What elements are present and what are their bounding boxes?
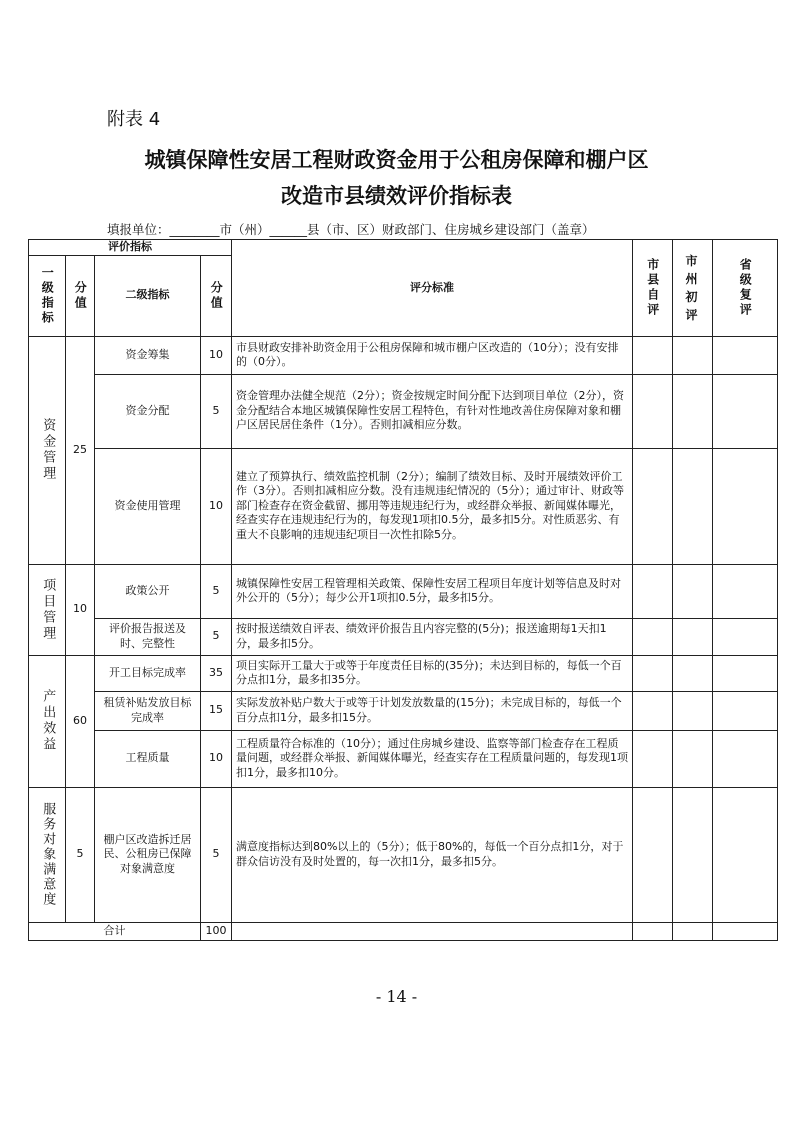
- level2-cell: 资金筹集: [95, 336, 201, 374]
- header-eval-index: 评价指标: [29, 240, 232, 256]
- city-self-cell: [633, 374, 673, 448]
- table-row: [29, 564, 778, 618]
- filling-unit-line: 填报单位：________市（州）______县（市、区）财政部门、住房城乡建设部门（盖章）: [107, 222, 595, 237]
- pref-initial-cell: [673, 691, 713, 730]
- prov-review-cell: [713, 787, 778, 922]
- table-row: [29, 730, 778, 787]
- city-self-cell: [633, 787, 673, 922]
- total-label: 合计: [29, 922, 201, 940]
- prov-review-cell: [713, 655, 778, 691]
- document-title-line1: 城镇保障性安居工程财政资金用于公租房保障和棚户区: [144, 148, 649, 172]
- header-prov-review: 省级复评: [713, 240, 778, 337]
- header-pref-initial: 市州初评: [673, 240, 713, 337]
- criteria-cell: 满意度指标达到80%以上的（5分）；低于80%的，每低一个百分点扣1分，对于群众信访没有及时处置的，每一次扣1分，最多扣5分。: [232, 787, 633, 922]
- city-self-cell: [633, 922, 673, 940]
- pref-initial-cell: [673, 564, 713, 618]
- prov-review-cell: [713, 448, 778, 564]
- prov-review-cell: [713, 374, 778, 448]
- score-cell: 10: [201, 336, 232, 374]
- category-cell: 资金管理: [29, 336, 66, 564]
- pref-initial-cell: [673, 787, 713, 922]
- category-score: 5: [66, 787, 95, 922]
- level2-cell: 开工目标完成率: [95, 655, 201, 691]
- level2-cell: 评价报告报送及时、完整性: [95, 618, 201, 655]
- table-row: [29, 374, 778, 448]
- prov-review-cell: [713, 564, 778, 618]
- city-self-cell: [633, 730, 673, 787]
- page-number: - 14 -: [375, 987, 418, 1006]
- evaluation-index-table: [28, 239, 778, 941]
- score-cell: 10: [201, 448, 232, 564]
- level2-cell: 政策公开: [95, 564, 201, 618]
- level2-cell: 棚户区改造拆迁居民、公租房已保障对象满意度: [95, 787, 201, 922]
- prov-review-cell: [713, 336, 778, 374]
- header-level2: 二级指标: [95, 255, 201, 336]
- category-score: 10: [66, 564, 95, 655]
- pref-initial-cell: [673, 374, 713, 448]
- prov-review-cell: [713, 618, 778, 655]
- table-row: [29, 618, 778, 655]
- criteria-cell: 按时报送绩效自评表、绩效评价报告且内容完整的(5分)；报送逾期每1天扣1分，最多扣5分。: [232, 618, 633, 655]
- prov-review-cell: [713, 730, 778, 787]
- level2-cell: 资金分配: [95, 374, 201, 448]
- table-row: [29, 655, 778, 691]
- total-score: 100: [201, 922, 232, 940]
- category-cell: 项目管理: [29, 564, 66, 655]
- header-city-self: 市县自评: [633, 240, 673, 337]
- city-self-cell: [633, 336, 673, 374]
- criteria-cell: 城镇保障性安居工程管理相关政策、保障性安居工程项目年度计划等信息及时对外公开的（5分）；每少公开1项扣0.5分，最多扣5分。: [232, 564, 633, 618]
- score-cell: 5: [201, 787, 232, 922]
- table-row: [29, 336, 778, 374]
- prov-review-cell: [713, 691, 778, 730]
- criteria-cell: 资金管理办法健全规范（2分）；资金按规定时间分配下达到项目单位（2分），资金分配结合本地区城镇保障性安居工程特色，有针对性地改善住房保障对象和棚户区居民居住条件（1分）。否则扣减相应分数。: [232, 374, 633, 448]
- category-cell: 产出效益: [29, 655, 66, 787]
- prov-review-cell: [713, 922, 778, 940]
- category-cell: 服务对象满意度: [29, 787, 66, 922]
- level2-cell: 工程质量: [95, 730, 201, 787]
- city-self-cell: [633, 448, 673, 564]
- total-row: [29, 922, 778, 940]
- pref-initial-cell: [673, 922, 713, 940]
- criteria-cell: 实际发放补贴户数大于或等于计划发放数量的(15分)；未完成目标的，每低一个百分点扣1分，最多扣15分。: [232, 691, 633, 730]
- document-title-line2: 改造市县绩效评价指标表: [281, 184, 512, 208]
- score-cell: 35: [201, 655, 232, 691]
- criteria-cell: 项目实际开工量大于或等于年度责任目标的(35分)；未达到目标的，每低一个百分点扣1分，最多扣35分。: [232, 655, 633, 691]
- level2-cell: 资金使用管理: [95, 448, 201, 564]
- criteria-cell: 工程质量符合标准的（10分）；通过住房城乡建设、监察等部门检查存在工程质量问题，或经群众举报、新闻媒体曝光，经查实存在工程质量问题的，每发现1项扣1分，最多扣10分。: [232, 730, 633, 787]
- header-score1: 分值: [66, 255, 95, 336]
- table-row: [29, 691, 778, 730]
- header-level1: 一级指标: [29, 255, 66, 336]
- level2-cell: 租赁补贴发放目标完成率: [95, 691, 201, 730]
- city-self-cell: [633, 691, 673, 730]
- score-cell: 5: [201, 618, 232, 655]
- pref-initial-cell: [673, 448, 713, 564]
- category-score: 60: [66, 655, 95, 787]
- city-self-cell: [633, 618, 673, 655]
- header-row-1: [29, 240, 778, 256]
- header-score2: 分值: [201, 255, 232, 336]
- pref-initial-cell: [673, 618, 713, 655]
- appendix-label: 附表 4: [107, 109, 161, 130]
- header-criteria: 评分标准: [232, 240, 633, 337]
- pref-initial-cell: [673, 655, 713, 691]
- city-self-cell: [633, 655, 673, 691]
- score-cell: 5: [201, 374, 232, 448]
- criteria-cell: 市县财政安排补助资金用于公租房保障和城市棚户区改造的（10分）；没有安排的（0分）。: [232, 336, 633, 374]
- city-self-cell: [633, 564, 673, 618]
- pref-initial-cell: [673, 730, 713, 787]
- total-criteria-cell: [232, 922, 633, 940]
- table-row: [29, 448, 778, 564]
- table-row: [29, 787, 778, 922]
- pref-initial-cell: [673, 336, 713, 374]
- criteria-cell: 建立了预算执行、绩效监控机制（2分）；编制了绩效目标、及时开展绩效评价工作（3分）。否则扣减相应分数。没有违规违纪情况的（5分）；通过审计、财政等部门检查存在资金截留、挪用等违规违纪行为，或经群众举报、新闻媒体曝光，经查实存在违规违纪行为的，每发现1项扣0.5分，最多扣5分。对性质恶劣、有重大不良影响的违规违纪项目一次性扣除5分。: [232, 448, 633, 564]
- category-score: 25: [66, 336, 95, 564]
- score-cell: 10: [201, 730, 232, 787]
- score-cell: 15: [201, 691, 232, 730]
- score-cell: 5: [201, 564, 232, 618]
